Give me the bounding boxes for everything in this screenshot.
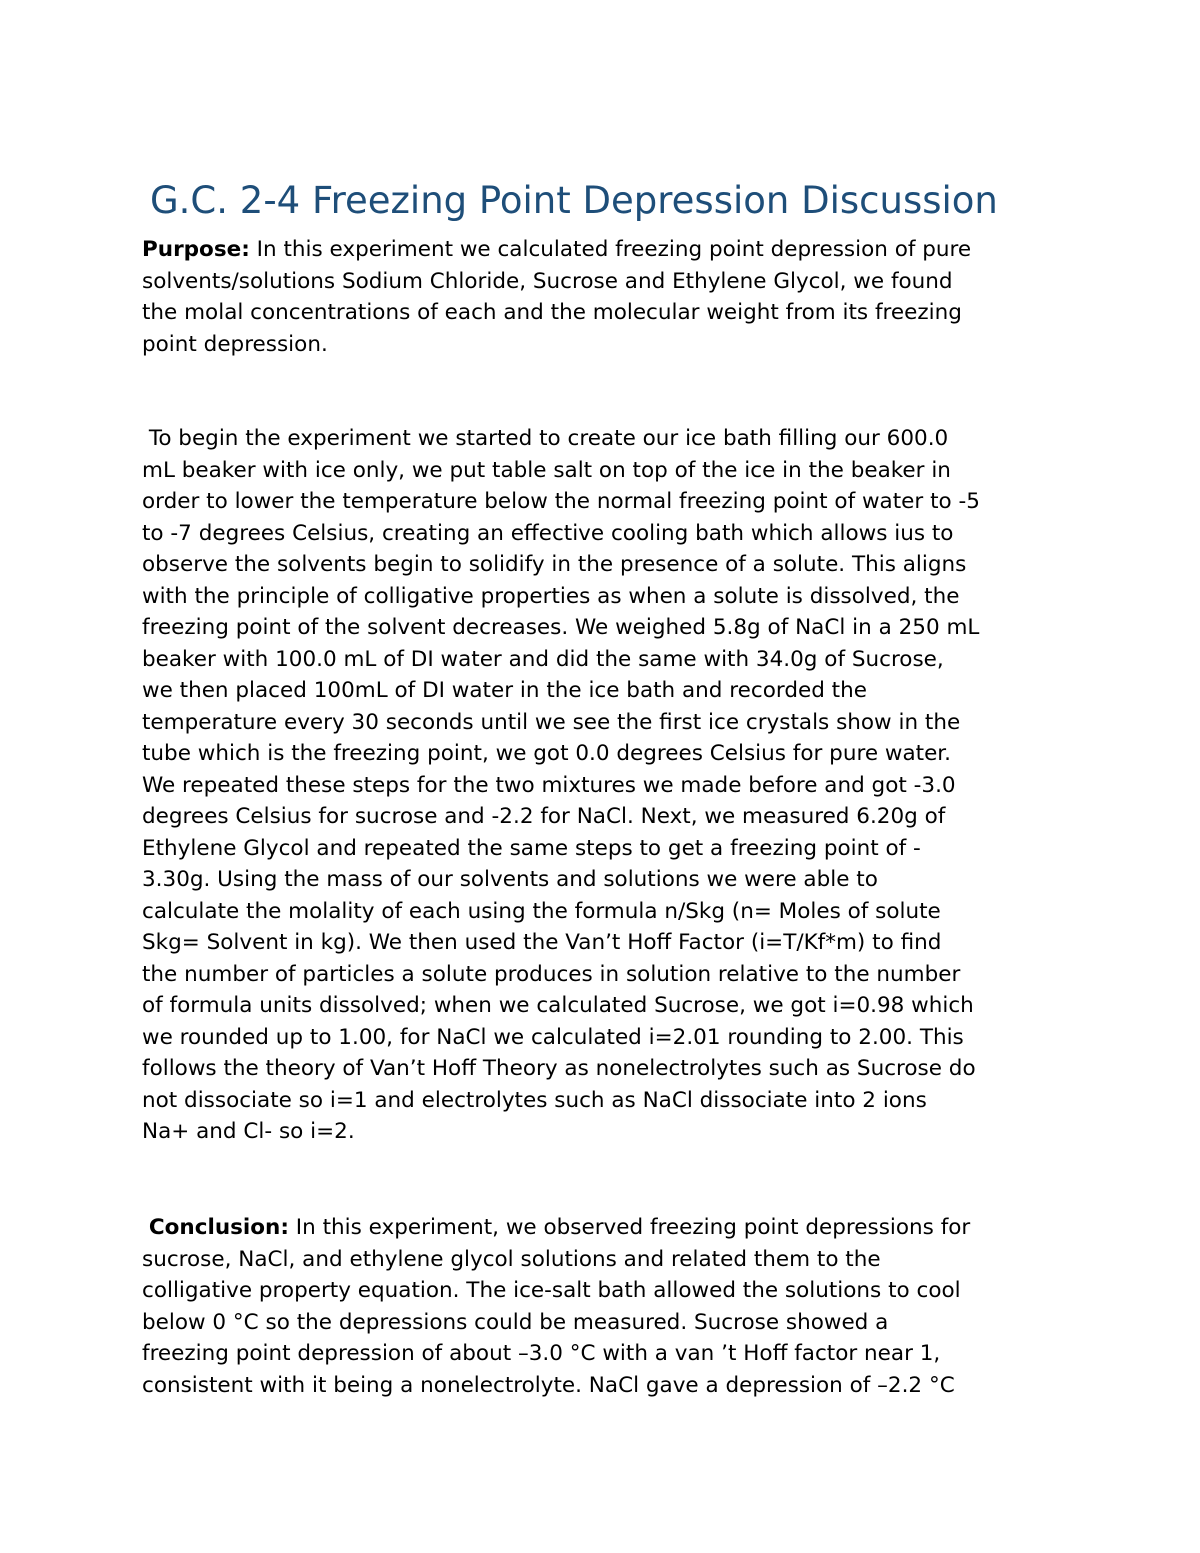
method-line: not dissociate so i=1 and electrolytes such as NaCl dissociate into 2 ions: [142, 1087, 927, 1113]
purpose-line: point depression.: [142, 331, 328, 357]
method-line: the number of particles a solute produces in solution relative to the number: [142, 961, 961, 987]
method-line: with the principle of colligative properties as when a solute is dissolved, the: [142, 583, 960, 609]
conclusion-label: Conclusion:: [148, 1215, 289, 1240]
method-line: to -7 degrees Celsius, creating an effective cooling bath which allows ius to: [142, 520, 954, 546]
conclusion-text: In this experiment, we observed freezing point depressions for: [288, 1215, 971, 1240]
method-line: order to lower the temperature below the normal freezing point of water to -5: [142, 489, 980, 514]
purpose-label: Purpose:: [142, 237, 250, 262]
method-line: freezing point of the solvent decreases. We weighed 5.8g of NaCl in a 250 mL: [142, 615, 980, 640]
method-line: mL beaker with ice only, we put table salt on top of the ice in the beaker in: [142, 457, 951, 483]
method-line: calculate the molality of each using the formula n/Skg (n= Moles of solute: [142, 898, 941, 924]
conclusion-line: [142, 1212, 1064, 1244]
method-line: temperature every 30 seconds until we see the first ice crystals show in the: [142, 709, 961, 735]
method-paragraph: [142, 423, 1064, 1148]
method-line: beaker with 100.0 mL of DI water and did the same with 34.0g of Sucrose,: [142, 646, 944, 672]
conclusion-line: below 0 °C so the depressions could be measured. Sucrose showed a: [142, 1309, 889, 1335]
document-title: G.C. 2-4 Freezing Point Depression Discussion: [150, 179, 998, 222]
conclusion-line: consistent with it being a nonelectrolyte. NaCl gave a depression of –2.2 °C: [142, 1372, 955, 1398]
method-line: we then placed 100mL of DI water in the ice bath and recorded the: [142, 678, 867, 703]
conclusion-line: sucrose, NaCl, and ethylene glycol solutions and related them to the: [142, 1246, 881, 1272]
method-line: Skg= Solvent in kg). We then used the Van’t Hoff Factor (i=T/Kf*m) to find: [142, 930, 942, 955]
purpose-text: In this experiment we calculated freezing point depression of pure: [249, 237, 972, 262]
conclusion-line: colligative property equation. The ice-salt bath allowed the solutions to cool: [142, 1278, 961, 1303]
method-line: To begin the experiment we started to create our ice bath filling our 600.0: [142, 426, 949, 451]
method-line: degrees Celsius for sucrose and -2.2 for NaCl. Next, we measured 6.20g of: [142, 804, 946, 829]
purpose-line: the molal concentrations of each and the molecular weight from its freezing: [142, 300, 962, 325]
conclusion-line: freezing point depression of about –3.0 °C with a van ’t Hoff factor near 1,: [142, 1341, 941, 1366]
purpose-line: [142, 234, 1064, 266]
method-line: Na+ and Cl- so i=2.: [142, 1119, 355, 1144]
method-line: Ethylene Glycol and repeated the same steps to get a freezing point of -: [142, 835, 921, 861]
purpose-line: solvents/solutions Sodium Chloride, Sucrose and Ethylene Glycol, we found: [142, 268, 953, 294]
method-line: observe the solvents begin to solidify in the presence of a solute. This aligns: [142, 552, 967, 577]
method-line: we rounded up to 1.00, for NaCl we calculated i=2.01 rounding to 2.00. This: [142, 1024, 964, 1050]
method-line: of formula units dissolved; when we calculated Sucrose, we got i=0.98 which: [142, 993, 974, 1018]
method-line: We repeated these steps for the two mixtures we made before and got -3.0: [142, 772, 956, 798]
method-line: 3.30g. Using the mass of our solvents and solutions we were able to: [142, 867, 878, 892]
method-line: tube which is the freezing point, we got 0.0 degrees Celsius for pure water.: [142, 741, 952, 766]
method-line: follows the theory of Van’t Hoff Theory as nonelectrolytes such as Sucrose do: [142, 1056, 976, 1081]
purpose-paragraph: [142, 234, 1064, 360]
conclusion-paragraph: [142, 1212, 1064, 1401]
